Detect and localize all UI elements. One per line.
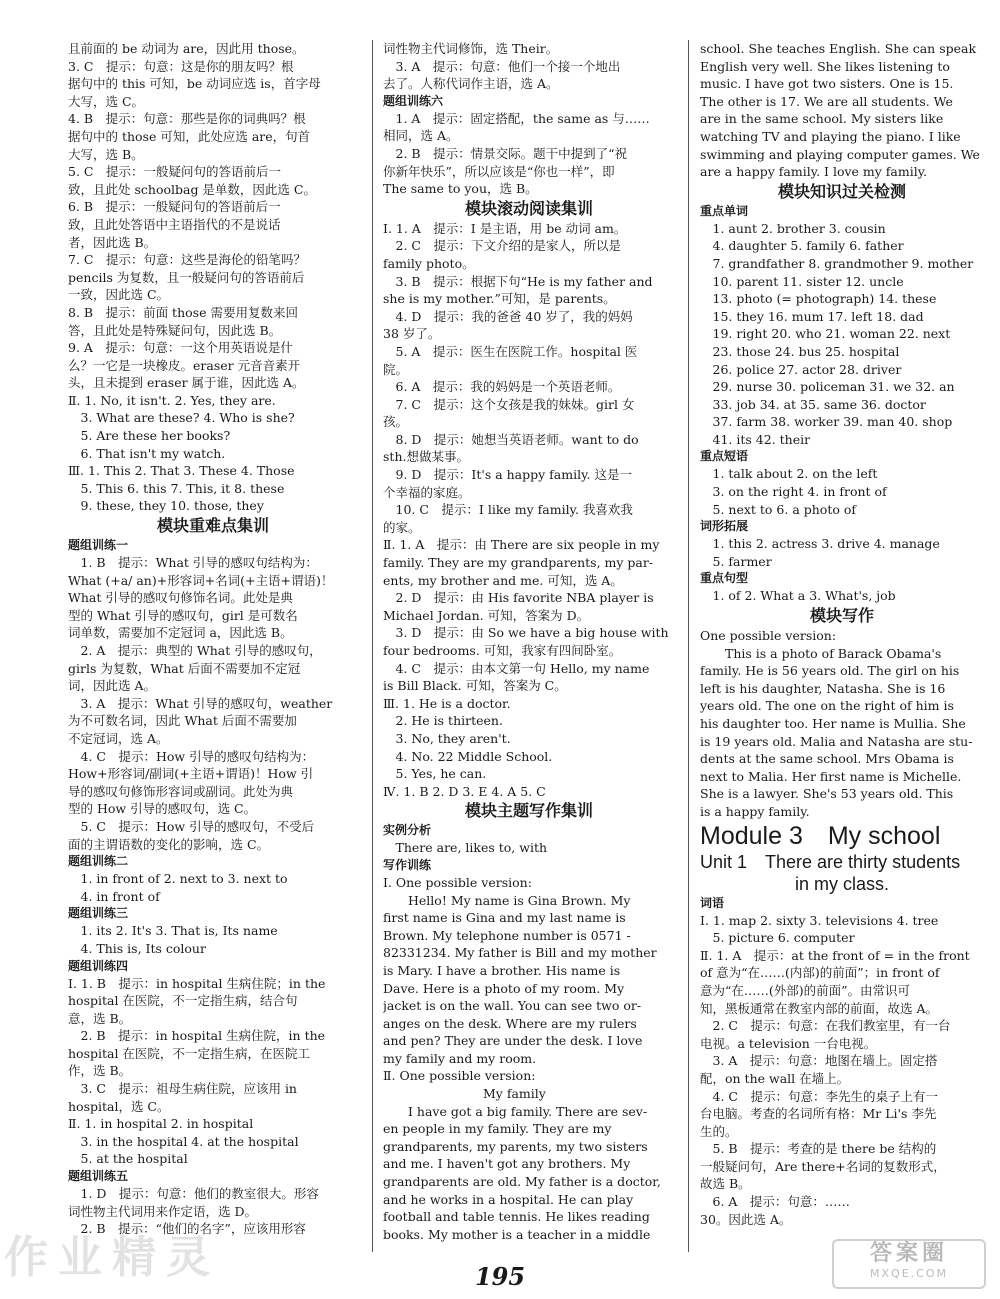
text-line: 3. D 提示：由 So we have a big house with (383, 625, 669, 641)
watermark-logo-title: 答案圈 (869, 1241, 948, 1266)
text-line: 故选 B。 (700, 1176, 751, 1192)
text-line: 1. D 提示：句意：他们的教室很大。形容 (68, 1186, 319, 1202)
column-divider (372, 40, 373, 1252)
text-line: 10. parent 11. sister 12. uncle (700, 273, 904, 289)
text-line: 82331234. My father is Bill and my mother (383, 945, 657, 961)
module-title: Module 3 My school (700, 821, 941, 850)
text-line: How+形容词/副词(+主语+谓语)！How 引 (68, 766, 314, 782)
subsection-heading: 写作训练 (383, 857, 432, 872)
text-line: This is a photo of Barack Obama's (700, 645, 942, 661)
text-line: What (+a/ an)+形容词+名词(+主语+谓语)！ (68, 572, 334, 588)
text-line: 型的 What 引导的感叹句，girl 是可数名 (68, 607, 298, 623)
text-line: 33. job 34. at 35. same 36. doctor (700, 396, 926, 412)
text-line: family. He is 56 years old. The girl on his (700, 663, 960, 679)
text-line: ents, my brother and me. 可知，选 A。 (383, 572, 623, 588)
text-line: 41. its 42. their (700, 431, 811, 447)
text-line: 1. of 2. What a 3. What's, job (700, 588, 896, 604)
text-line: 4. C 提示：How 引导的感叹句结构为： (68, 748, 315, 764)
subsection-heading: 题组训练一 (68, 538, 129, 553)
text-line: is Mary. I have a brother. His name is (383, 962, 621, 978)
text-line: 配，on the wall 在墙上。 (700, 1070, 850, 1086)
text-line: 15. they 16. mum 17. left 18. dad (700, 308, 924, 324)
text-line: Ⅱ. 1. A 提示：由 There are six people in my (383, 537, 660, 553)
text-line: 生的。 (700, 1123, 738, 1139)
text-line: 6. A 提示：句意：…… (700, 1194, 850, 1210)
text-line: 5. C 提示：How 引导的感叹句，不受后 (68, 818, 315, 834)
subsection-heading: 词形拓展 (700, 519, 749, 534)
text-line: and me. I haven't got any brothers. My (383, 1156, 631, 1172)
text-line: 5. picture 6. computer (700, 930, 855, 946)
subsection-heading: 题组训练三 (68, 906, 129, 921)
text-line: grandparents are old. My father is a doctor, (383, 1174, 661, 1190)
text-line: 1. its 2. It's 3. That is, Its name (68, 923, 278, 939)
text-line: Ⅰ. One possible version: (383, 874, 532, 890)
text-line: music. I have got two sisters. One is 15. (700, 76, 954, 92)
text-line: 词性物主代词用来作定语，选 D。 (68, 1203, 257, 1219)
text-line: She is a lawyer. She's 53 years old. This (700, 786, 954, 802)
column-right (700, 40, 984, 1228)
text-line: Ⅱ. 1. A 提示：at the front of = in the front (700, 947, 970, 963)
text-line: 6. B 提示：一般疑问句的答语前后一 (68, 199, 281, 215)
text-line: 5. This 6. this 7. This, it 8. these (68, 480, 285, 496)
text-line: 你新年快乐”，所以应该是“你也一样”，即 (383, 163, 615, 179)
text-line: 的家。 (383, 519, 421, 535)
text-line: sth.想做某事。 (383, 449, 469, 465)
text-line: is a happy family. (700, 803, 810, 819)
text-line: 相同，选 A。 (383, 128, 459, 144)
subsection-heading: 题组训练五 (68, 1169, 129, 1184)
text-line: 4. No. 22 Middle School. (383, 748, 553, 764)
text-line: 4. in front of (68, 888, 160, 904)
text-line: Ⅲ. 1. This 2. That 3. These 4. Those (68, 463, 295, 479)
text-line: 6. That isn't my watch. (68, 445, 226, 461)
text-line: 意为“在……(外部)的前面”。由常识可 (700, 982, 911, 998)
text-line: swimming and playing computer games. We (700, 146, 980, 162)
text-line: 不定冠词，选 A。 (68, 730, 169, 746)
text-line: 4. D 提示：我的爸爸 40 岁了，我的妈妈 (383, 308, 633, 324)
text-line: 知，黑板通常在教室内部的前面，故选 A。 (700, 1000, 939, 1016)
text-line: 9. D 提示：It's a happy family. 这是一 (383, 467, 632, 483)
text-line: 致，且此处答语中主语指代的不是说话 (68, 216, 281, 232)
section-heading: 模块重难点集训 (156, 516, 269, 536)
text-line: 意，选 B。 (68, 1010, 132, 1026)
text-line: 1. A 提示：固定搭配，the same as 与…… (383, 110, 650, 126)
text-line: 面的主谓语数的变化的影响，选 C。 (68, 836, 270, 852)
text-line: 者，因此选 B。 (68, 234, 157, 250)
text-line: 1. in front of 2. next to 3. next to (68, 871, 288, 887)
text-line: 2. B 提示：“他们的名字”，应该用形容 (68, 1221, 306, 1237)
subsection-heading: 题组训练二 (68, 854, 129, 869)
text-line: left is his daughter, Natasha. She is 16 (700, 680, 946, 696)
text-line: family. They are my grandparents, my par- (383, 555, 654, 571)
subsection-heading: 词语 (700, 895, 725, 910)
text-line: Ⅰ. 1. A 提示：I 是主语，用 be 动词 am。 (383, 220, 627, 236)
text-line: next to Malia. Her first name is Michelle. (700, 768, 962, 784)
subsection-heading: 实例分析 (383, 823, 432, 838)
text-line: 2. B 提示：情景交际。题干中提到了“祝 (383, 145, 627, 161)
text-line: 3. B 提示：根据下句“He is my father and (383, 273, 653, 289)
subsection-heading: 题组训练六 (383, 93, 444, 108)
text-line: my family and my room. (383, 1050, 537, 1066)
text-line: My family (383, 1086, 546, 1102)
text-line: 且前面的 be 动词为 are，因此用 those。 (68, 41, 305, 56)
text-line: 院。 (383, 361, 409, 377)
text-line: 据句中的 this 可知，be 动词应选 is，首字母 (68, 76, 321, 92)
text-line: 7. C 提示：这个女孩是我的妹妹。girl 女 (383, 396, 635, 412)
text-line: 型的 How 引导的感叹句，选 C。 (68, 801, 257, 817)
text-line: I have got a big family. There are sev- (383, 1103, 648, 1119)
text-line: Dave. Here is a photo of my room. My (383, 980, 625, 996)
watermark-left: 作业精灵 (4, 1232, 220, 1283)
text-line: 9. A 提示：句意：一这个用英语说是什 (68, 340, 293, 356)
text-line: 3. A 提示：句意：他们一个接一个地出 (383, 58, 621, 74)
text-line: 13. photo (= photograph) 14. these (700, 291, 937, 307)
text-line: 6. A 提示：我的妈妈是一个英语老师。 (383, 379, 621, 395)
text-line: 一般疑问句，Are there+名词的复数形式， (700, 1158, 946, 1174)
section-heading: 模块主题写作集训 (464, 801, 593, 821)
text-line: 4. This is, Its colour (68, 940, 206, 956)
text-line: 大写，选 B。 (68, 146, 144, 162)
text-line: 26. police 27. actor 28. driver (700, 361, 902, 377)
column-middle (383, 40, 675, 1243)
text-line: books. My mother is a teacher in a middle (383, 1226, 651, 1242)
text-line: Michael Jordan. 可知，答案为 D。 (383, 607, 590, 623)
text-line: 1. this 2. actress 3. drive 4. manage (700, 536, 940, 552)
text-line: 为不可数名词，因此 What 后面不需要加 (68, 713, 297, 729)
text-line: 3. What are these? 4. Who is she? (68, 410, 295, 426)
text-line: first name is Gina and my last name is (383, 910, 626, 926)
text-line: Ⅲ. 1. He is a doctor. (383, 695, 511, 711)
text-line: 2. A 提示：典型的 What 引导的感叹句， (68, 643, 322, 658)
text-line: 致，且此处 schoolbag 是单数，因此选 C。 (68, 181, 316, 197)
text-line: and pen? They are under the desk. I love (383, 1033, 643, 1049)
text-line: family photo。 (383, 255, 475, 271)
text-line: and he works in a hospital. He can play (383, 1191, 634, 1207)
text-line: 4. daughter 5. family 6. father (700, 238, 904, 254)
text-line: 4. C 提示：句意：李先生的桌子上有一 (700, 1088, 938, 1104)
text-line: hospital，选 C。 (68, 1098, 170, 1114)
text-line: 5. A 提示：医生在医院工作。hospital 医 (383, 343, 638, 359)
column-left (68, 40, 358, 1238)
text-line: 么？一它是一块橡皮。eraser 元音音素开 (68, 357, 301, 373)
text-line: 8. B 提示：前面 those 需要用复数来回 (68, 304, 298, 320)
section-heading: 模块写作 (809, 606, 874, 626)
text-line: 5. next to 6. a photo of (700, 501, 856, 517)
text-line: 5. C 提示：一般疑问句的答语前后一 (68, 164, 281, 180)
text-line: of 意为“在……(内部)的前面”；in front of (700, 965, 940, 981)
text-line: pencils 为复数，且一般疑问句的答语前后 (68, 269, 305, 285)
text-line: are in the same school. My sisters like (700, 111, 944, 127)
text-line: English very well. She likes listening to (700, 58, 950, 74)
text-line: 4. C 提示：由本文第一句 Hello, my name (383, 660, 650, 676)
text-line: is Bill Black. 可知，答案为 C。 (383, 678, 567, 694)
text-line: 词单数，需要加不定冠词 a，因此选 B。 (68, 625, 293, 641)
text-line: four bedrooms. 可知，我家有四间卧室。 (383, 643, 622, 658)
text-line: 词性物主代词修饰，选 Their。 (383, 41, 559, 56)
text-line: Ⅳ. 1. B 2. D 3. E 4. A 5. C (383, 783, 546, 799)
text-line: 3. A 提示：句意：地图在墙上。固定搭 (700, 1053, 938, 1069)
watermark-logo-url: MXQE.COM (870, 1267, 948, 1280)
text-line: hospital 在医院，不一定指生病，在医院工 (68, 1045, 310, 1061)
text-line: 5. at the hospital (68, 1151, 188, 1167)
text-line: 据句中的 those 可知，此处应选 are，句首 (68, 128, 311, 144)
section-heading: 模块知识过关检测 (777, 181, 906, 201)
text-line: his daughter too. Her name is Mullia. She (700, 716, 966, 731)
text-line: 5. farmer (700, 553, 772, 569)
text-line: Ⅱ. One possible version: (383, 1068, 536, 1084)
text-line: Ⅰ. 1. map 2. sixty 3. televisions 4. tree (700, 912, 939, 928)
text-line: 3. in the hospital 4. at the hospital (68, 1133, 299, 1149)
unit-title: in my class. (794, 873, 890, 894)
subsection-heading: 重点短语 (700, 449, 749, 464)
text-line: is 19 years old. Malia and Natasha are stu- (700, 733, 973, 749)
text-line: 答，且此处是特殊疑问句，因此选 B。 (68, 322, 282, 338)
text-line: hospital 在医院，不一定指生病，结合句 (68, 993, 298, 1009)
subsection-heading: 重点单词 (700, 203, 749, 218)
text-line: What 引导的感叹句修饰名词。此处是典 (68, 590, 293, 606)
text-line: The other is 17. We are all students. We (700, 93, 953, 109)
text-line: school. She teaches English. She can speak (700, 41, 977, 56)
text-line: watching TV and playing the piano. I like (700, 128, 961, 144)
text-line: 23. those 24. bus 25. hospital (700, 343, 900, 359)
text-line: 一致，因此选 C。 (68, 287, 170, 303)
text-line: Ⅱ. 1. No, it isn't. 2. Yes, they are. (68, 392, 276, 408)
subsection-heading: 重点句型 (700, 571, 749, 586)
text-line: 2. D 提示：由 His favorite NBA player is (383, 590, 654, 606)
text-line: Hello! My name is Gina Brown. My (383, 892, 631, 908)
text-line: are a happy family. I love my family. (700, 164, 928, 180)
text-line: 3. C 提示：句意：这是你的朋友吗？根 (68, 58, 294, 74)
text-line: The same to you，选 B。 (383, 181, 538, 197)
watermark-logo (832, 1239, 986, 1289)
text-line: 5. Are these her books? (68, 428, 231, 444)
column-divider (688, 40, 689, 1252)
text-line: 3. A 提示：What 引导的感叹句，weather (68, 695, 333, 711)
text-line: 台电脑。考查的名词所有格：Mr Li's 李先 (700, 1106, 937, 1122)
text-line: 5. B 提示：考查的是 there be 结构的 (700, 1141, 937, 1157)
text-line: dents at the same school. Mrs Obama is (700, 751, 954, 767)
text-line: 7. C 提示：句意：这些是海伦的铅笔吗？ (68, 252, 306, 268)
text-line: 电视。a television 一台电视。 (700, 1035, 877, 1051)
text-line: 38 岁了。 (383, 326, 441, 342)
text-line: 2. He is thirteen. (383, 713, 503, 729)
text-line: jacket is on the wall. You can see two or- (383, 998, 642, 1014)
text-line: 30。因此选 A。 (700, 1211, 792, 1227)
text-line: years old. The one on the right of him is (700, 698, 954, 714)
text-line: 37. farm 38. worker 39. man 40. shop (700, 414, 953, 430)
text-line: Brown. My telephone number is 0571 - (383, 927, 631, 943)
text-line: 10. C 提示：I like my family. 我喜欢我 (383, 502, 633, 518)
unit-title: Unit 1 There are thirty students (700, 851, 961, 872)
text-line: girls 为复数，What 后面不需要加不定冠 (68, 660, 301, 676)
text-line: Ⅰ. 1. B 提示：in hospital 生病住院；in the (68, 975, 326, 991)
text-line: 8. D 提示：她想当英语老师。want to do (383, 431, 639, 447)
subsection-heading: 题组训练四 (68, 958, 129, 973)
text-line: 3. on the right 4. in front of (700, 484, 887, 500)
text-line: One possible version: (700, 628, 837, 644)
text-line: 作，选 B。 (68, 1063, 132, 1079)
text-line: 个幸福的家庭。 (383, 484, 471, 500)
text-line: 9. these, they 10. those, they (68, 498, 264, 514)
text-line: football and table tennis. He likes reading (383, 1209, 650, 1225)
text-line: 3. C 提示：祖母生病住院，应该用 in (68, 1081, 297, 1097)
text-line: 5. Yes, he can. (383, 766, 487, 782)
text-line: 1. aunt 2. brother 3. cousin (700, 220, 886, 236)
text-line: 头，且未提到 eraser 属于谁，因此选 A。 (68, 375, 305, 391)
page-number: 195 (474, 1262, 526, 1291)
text-line: grandparents, my parents, my two sisters (383, 1138, 648, 1154)
text-line: 1. B 提示：What 引导的感叹句结构为： (68, 555, 318, 571)
text-line: 孩。 (383, 414, 409, 430)
text-line: There are, likes to, with (383, 840, 548, 856)
text-line: 1. talk about 2. on the left (700, 466, 878, 482)
text-line: 大写，选 C。 (68, 93, 145, 109)
text-line: 2. C 提示：下文介绍的是家人，所以是 (383, 238, 621, 254)
text-line: 2. B 提示：in hospital 生病住院，in the (68, 1028, 326, 1044)
text-line: anges on the desk. Where are my rulers (383, 1015, 637, 1031)
text-line: 29. nurse 30. policeman 31. we 32. an (700, 379, 955, 395)
text-line: 词，因此选 A。 (68, 678, 157, 694)
text-line: 7. grandfather 8. grandmother 9. mother (700, 255, 974, 271)
text-line: 2. C 提示：句意：在我们教室里，有一台 (700, 1018, 951, 1034)
text-line: 导的感叹句修饰形容词或副词。此处为典 (68, 783, 294, 799)
text-line: en people in my family. They are my (383, 1121, 612, 1137)
text-line: 3. No, they aren't. (383, 730, 511, 746)
text-line: 19. right 20. who 21. woman 22. next (700, 326, 951, 342)
text-line: 去了。人称代词作主语，选 A。 (383, 76, 559, 92)
section-heading: 模块滚动阅读集训 (464, 198, 593, 218)
text-line: she is my mother.”可知，是 parents。 (383, 291, 616, 307)
text-line: 4. B 提示：句意：那些是你的词典吗？根 (68, 111, 306, 127)
text-line: Ⅱ. 1. in hospital 2. in hospital (68, 1116, 254, 1132)
